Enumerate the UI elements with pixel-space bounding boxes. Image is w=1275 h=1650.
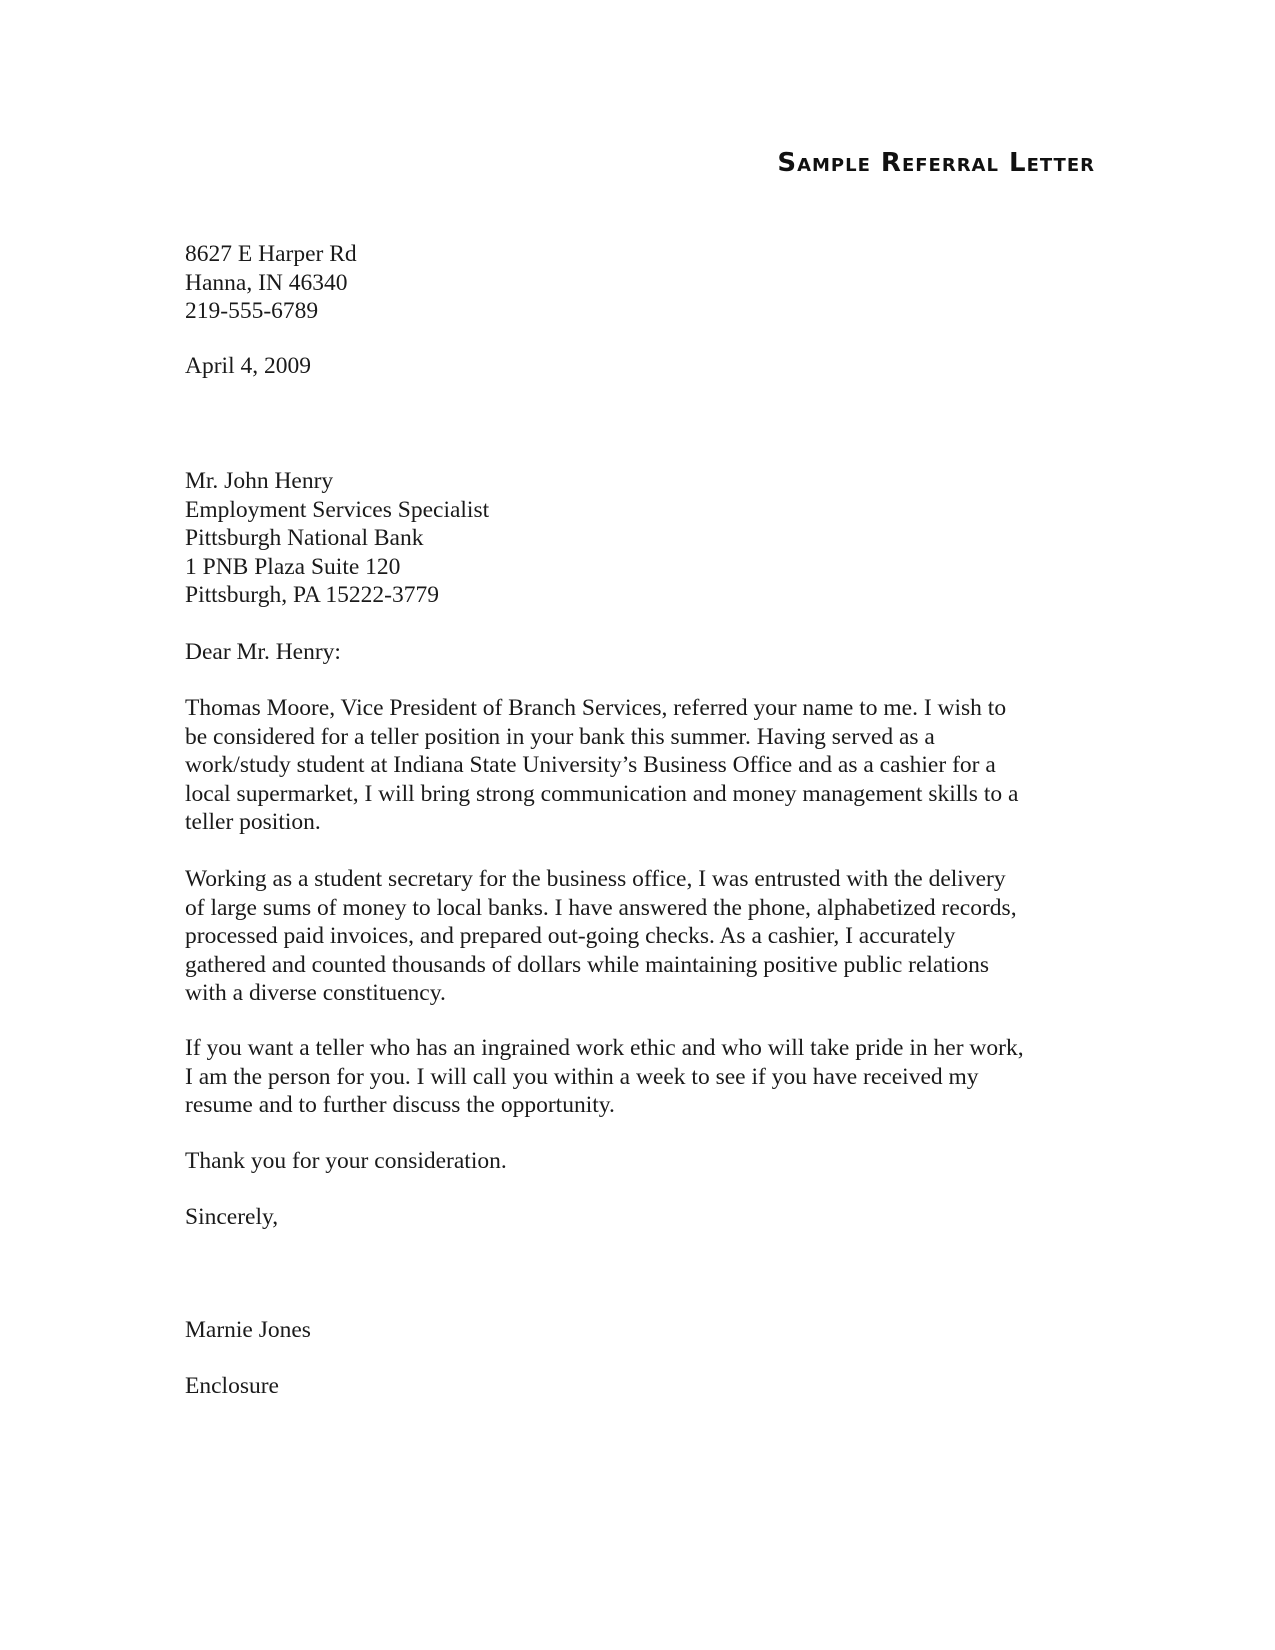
paragraph-line: If you want a teller who has an ingrained work ethic and who will take pride in her work,: [185, 1035, 1024, 1061]
sender-address: [185, 240, 1085, 326]
sender-street: 8627 E Harper Rd: [185, 241, 357, 267]
closing: Sincerely,: [185, 1204, 279, 1230]
paragraph-line: gathered and counted thousands of dollars while maintaining positive public relations: [185, 951, 990, 978]
recipient-company: Pittsburgh National Bank: [185, 525, 424, 551]
paragraph-line: resume and to further discuss the opportunity.: [185, 1092, 615, 1118]
body-paragraph-3: [185, 1034, 1085, 1120]
letter-date: April 4, 2009: [185, 353, 311, 379]
paragraph-line: with a diverse constituency.: [185, 980, 446, 1006]
body-paragraph-1: [185, 694, 1085, 837]
recipient-title: Employment Services Specialist: [185, 496, 490, 523]
sender-phone: 219-555-6789: [185, 298, 319, 324]
recipient-name: Mr. John Henry: [185, 468, 334, 494]
paragraph-line: be considered for a teller position in your bank this summer. Having served as a: [185, 723, 935, 750]
enclosure-note: Enclosure: [185, 1373, 279, 1399]
paragraph-line: I am the person for you. I will call you within a week to see if you have received my: [185, 1063, 979, 1090]
paragraph-line: processed paid invoices, and prepared out-going checks. As a cashier, I accurately: [185, 923, 956, 949]
recipient-address: [185, 467, 1085, 610]
signature-name: Marnie Jones: [185, 1317, 311, 1343]
sender-city-state-zip: Hanna, IN 46340: [185, 269, 348, 296]
paragraph-line: of large sums of money to local banks. I have answered the phone, alphabetized records,: [185, 894, 1017, 921]
thanks-line: Thank you for your consideration.: [185, 1148, 507, 1174]
salutation: Dear Mr. Henry:: [185, 639, 341, 665]
paragraph-line: work/study student at Indiana State University’s Business Office and as a cashier for a: [185, 752, 996, 778]
letter-title: Sample Referral Letter: [777, 148, 1095, 178]
paragraph-line: teller position.: [185, 809, 321, 835]
paragraph-line: local supermarket, I will bring strong communication and money management skills to a: [185, 780, 1019, 807]
body-paragraph-2: [185, 865, 1085, 1008]
paragraph-line: Working as a student secretary for the business office, I was entrusted with the delivery: [185, 866, 1006, 892]
paragraph-line: Thomas Moore, Vice President of Branch Services, referred your name to me. I wish to: [185, 695, 1007, 721]
recipient-street: 1 PNB Plaza Suite 120: [185, 553, 401, 580]
recipient-city-state-zip: Pittsburgh, PA 15222-3779: [185, 582, 439, 608]
